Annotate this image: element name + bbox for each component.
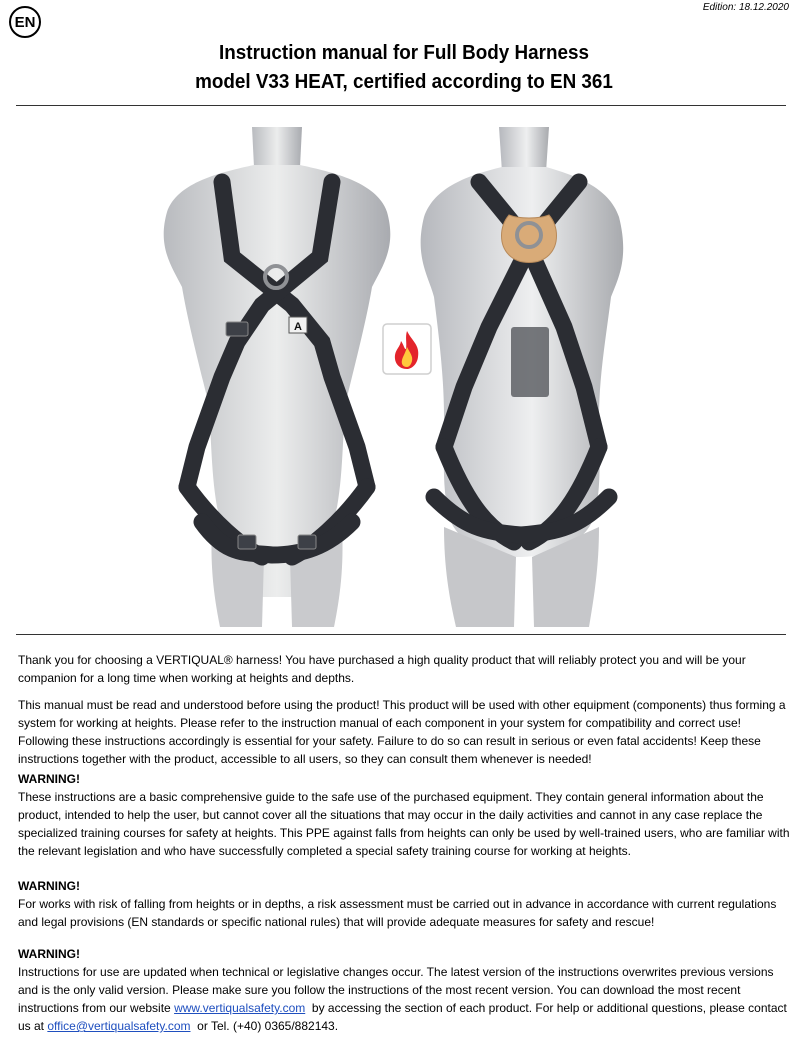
title-divider xyxy=(16,105,786,106)
intro-paragraph-1: Thank you for choosing a VERTIQUAL® harness! You have purchased a high quality product that will reliably protect you and will be your companion for a long time when working at heights and depths. xyxy=(18,653,746,685)
harness-front-image xyxy=(152,127,402,627)
image-divider xyxy=(16,634,786,635)
intro-paragraph-2: This manual must be read and understood before using the product! This product will be used with other equipment (components) thus forming a system for working at heights. Please refer to the instruction manual of each component in your system for compatibility and correct use! Following these instructions accordingly is essential for your safety. Failure to do so can result in serious or even fatal accidents! Keep these instructions together with the product, accessible to all users, so they can consult them whenever is needed! xyxy=(18,698,786,766)
warning-heading: WARNING! xyxy=(18,772,80,786)
warning-text: For works with risk of falling from heights or in depths, a risk assessment must be carried out in advance in accordance with current regulations and legal provisions (EN standards or specific national rules) that will provide adequate measures for safety and rescue! xyxy=(18,897,777,929)
page-title xyxy=(32,38,775,96)
harness-back-image xyxy=(414,127,629,627)
title-line-2: model V33 HEAT, certified according to EN 361 xyxy=(195,70,613,93)
edition-date: Edition: 18.12.2020 xyxy=(702,2,789,13)
warning-heading: WARNING! xyxy=(18,947,80,961)
website-link[interactable]: www.vertiqualsafety.com xyxy=(174,1001,306,1015)
warning-section-3 xyxy=(18,945,790,1035)
language-badge: EN xyxy=(9,6,41,38)
email-link[interactable]: office@vertiqualsafety.com xyxy=(47,1019,191,1033)
warning-heading: WARNING! xyxy=(18,879,80,893)
warning-text: These instructions are a basic comprehensive guide to the safe use of the purchased equipment. They contain general information about the product, intended to help the user, but cannot cover all the situations that may occur in the daily activities and cannot in any case replace the specialized training courses for safety at heights. This PPE against falls from heights can only be used by well-trained users, who are familiar with the relevant legislation and who have successfully completed a special safety training course for working at heights. xyxy=(18,790,790,858)
attachment-label: A xyxy=(294,321,302,333)
warning-text: Instructions for use are updated when technical or legislative changes occur. The latest version of the instructions overwrites previous versions and is the only valid version. Please make sure you follow the instructions of the most recent version. You can download the most recent instructions from our website www.vertiqualsafety.com by accessing the section of each product. For help or additional questions, please contact us at office@vertiqualsafety.com or Tel. (+40) 0365/882143. xyxy=(18,965,787,1033)
title-line-1: Instruction manual for Full Body Harness xyxy=(219,41,589,64)
warning-section-2 xyxy=(18,877,790,931)
warning-section-1 xyxy=(18,770,790,860)
